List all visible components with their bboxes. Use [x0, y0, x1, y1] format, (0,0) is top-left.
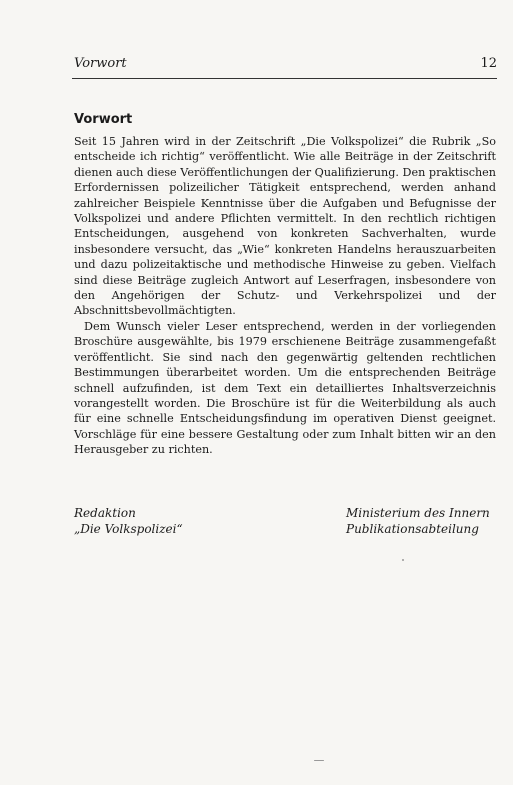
- paragraph-1: Seit 15 Jahren wird in der Zeitschrift „Die Volkspolizei“ die Rubrik „So entscheide ich richtig“ veröffentlicht. Wie alle Beiträge in der Zeitschrift dienen auch diese Veröffentlichungen der Qualifizierung. Den praktischen Erfordernissen polizeilicher Tätigkeit entsprechend, werden anhand zahlreicher Beispiele Kenntnisse über die Aufgaben und Befugnisse der Volkspolizei und andere Pflichten vermittelt. In den rechtlich richtigen Entscheidungen, ausgehend von konkreten Sachverhalten, wurde insbesondere versucht, das „Wie“ konkreten Handelns herauszuarbeiten und dazu polizeitaktische und methodische Hinweise zu geben. Vielfach sind diese Beiträge zugleich Antwort auf Leserfragen, insbesondere von den Angehörigen der Schutz- und Verkehrspolizei und der Abschnittsbevollmächtigten.: [74, 135, 496, 318]
- page-number: 12: [480, 56, 497, 71]
- running-head-section: Vorwort: [74, 56, 127, 71]
- signature-ministry: [346, 506, 490, 537]
- signature-ministry-line-2: Publikationsabteilung: [346, 521, 479, 536]
- section-heading: Vorwort: [74, 112, 133, 127]
- body-text: [74, 134, 496, 458]
- print-speck: [402, 559, 404, 561]
- signature-ministry-line-1: Ministerium des Innern: [346, 506, 490, 520]
- print-speck: [314, 760, 324, 761]
- paragraph-2: Dem Wunsch vieler Leser entsprechend, werden in der vorliegenden Broschüre ausgewählte, bis 1979 erschienene Beiträge zusammengefaßt veröffentlicht. Sie sind nach den gegenwärtig geltenden rechtlichen Bestimmungen überarbeitet worden. Um die entsprechenden Beiträge schnell aufzufinden, ist dem Text ein detailliertes Inhaltsverzeichnis vorangestellt worden. Die Broschüre ist für die Weiterbildung als auch für eine schnelle Entscheidungsfindung im operativen Dienst geeignet. Vorschläge für eine bessere Gestaltung oder zum Inhalt bitten wir an den Herausgeber zu richten.: [74, 319, 496, 457]
- running-head: [72, 56, 497, 79]
- signature-editorial-line-2: „Die Volkspolizei“: [74, 521, 183, 536]
- signature-editorial-line-1: Redaktion: [74, 506, 136, 520]
- signature-editorial: [74, 506, 183, 537]
